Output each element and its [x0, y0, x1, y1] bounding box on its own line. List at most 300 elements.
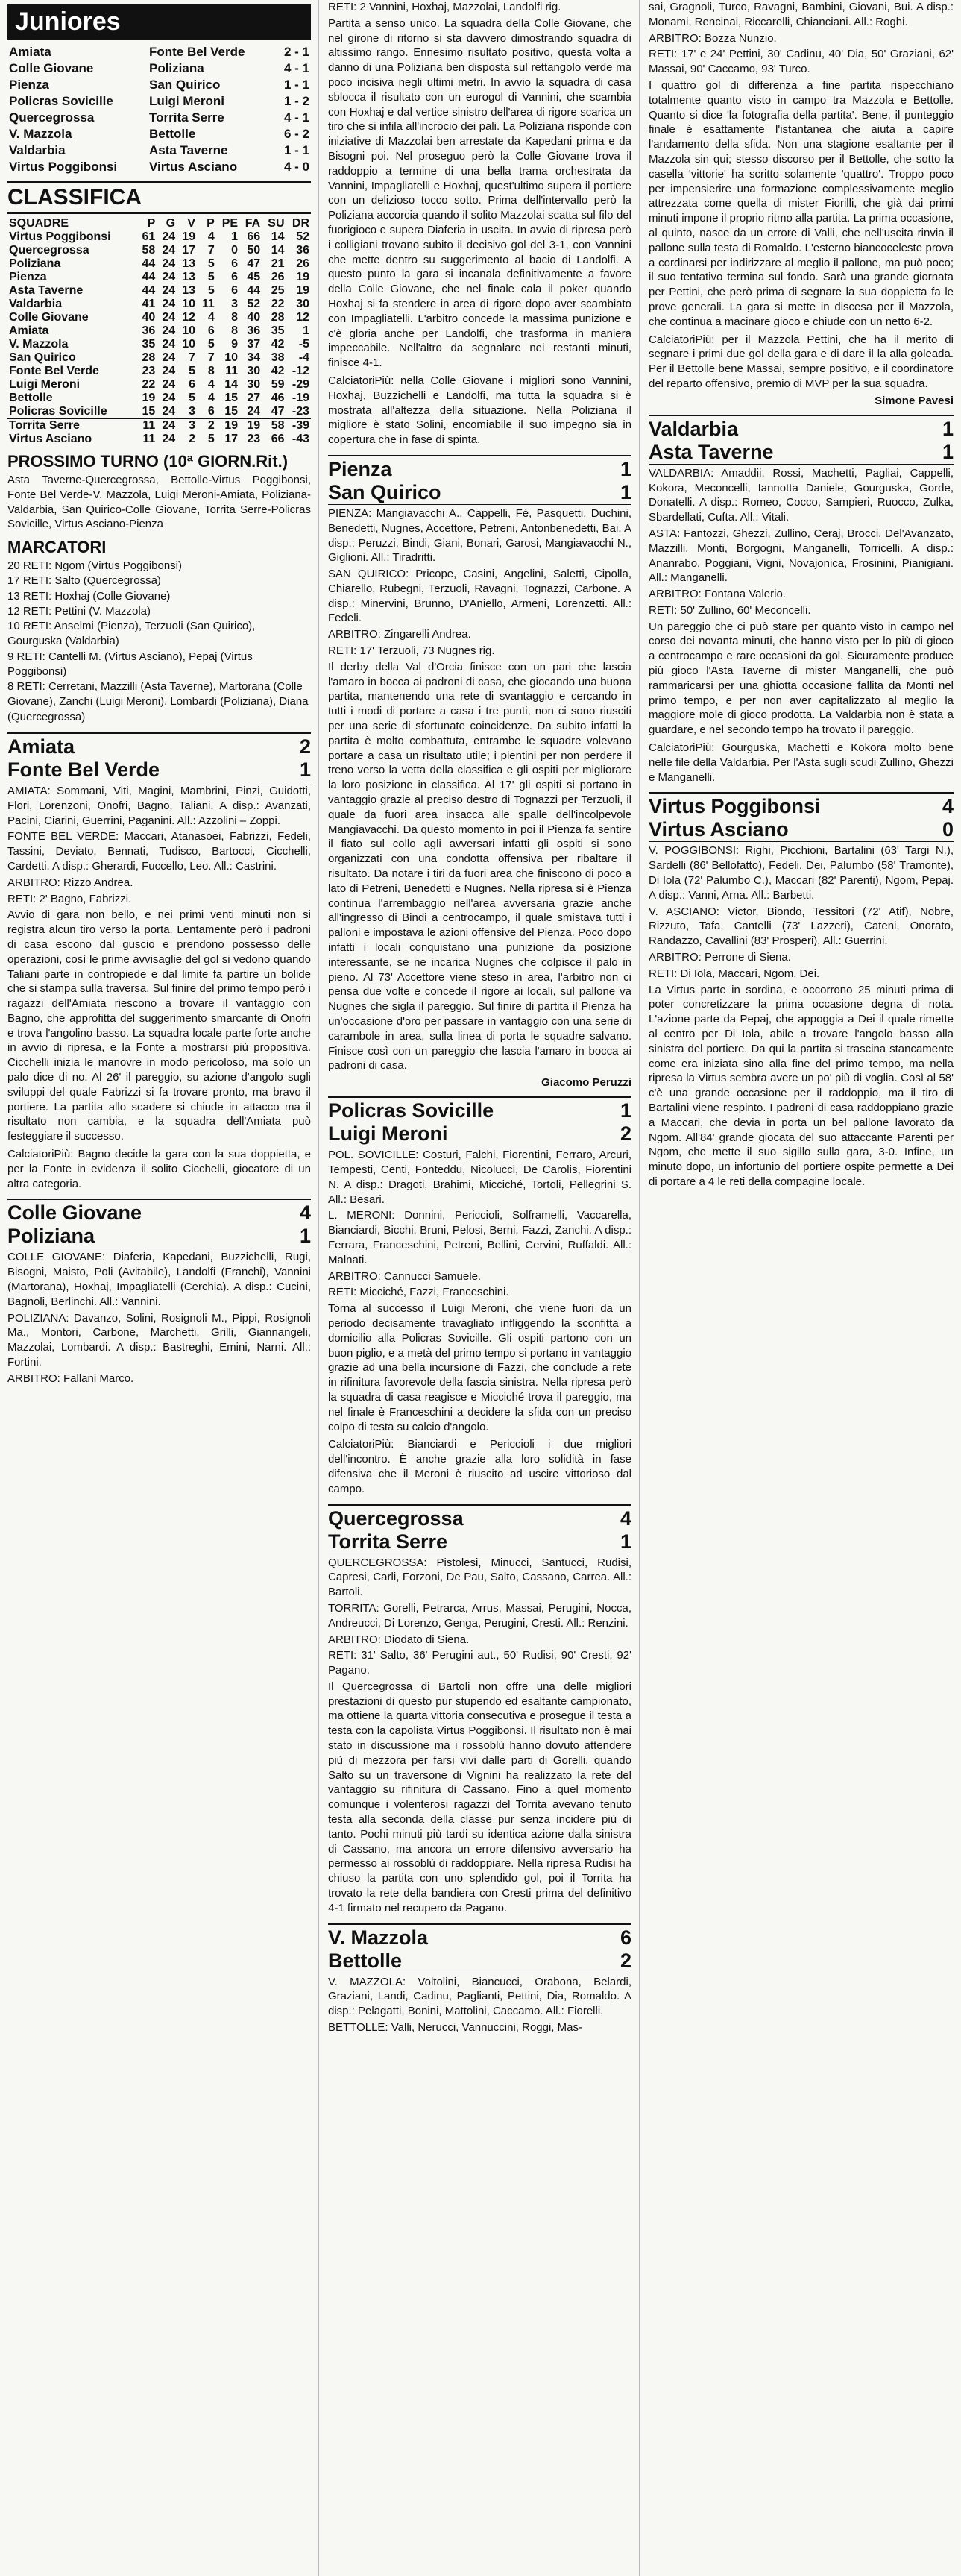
result-row	[7, 60, 311, 77]
standings-value: 10	[182, 298, 195, 310]
standings-value: 24	[162, 271, 176, 283]
result-score: 6 - 2	[283, 127, 309, 141]
standings-value: 42	[271, 365, 285, 377]
away-score: 0	[942, 818, 954, 841]
standings-value: 13	[182, 284, 195, 297]
standings-value: 14	[271, 230, 285, 243]
result-score: 4 - 1	[283, 110, 309, 125]
away-score: 1	[299, 1225, 311, 1248]
standings-header-cell: P	[147, 217, 156, 230]
home-team: Quercegrossa	[328, 1507, 464, 1530]
standings-value: 30	[296, 298, 309, 310]
match-report	[7, 732, 311, 1192]
standings-value: 24	[162, 433, 176, 445]
standings-value: 24	[162, 284, 176, 297]
standings-value: 30	[247, 365, 261, 377]
standings-team: Virtus Asciano	[9, 433, 92, 445]
home-team: V. Mazzola	[328, 1926, 429, 1949]
standings-value: 10	[182, 338, 195, 351]
result-home: Policras Sovicille	[9, 94, 113, 108]
standings-value: 26	[296, 257, 309, 270]
standings-value: 24	[162, 351, 176, 364]
home-score: 1	[942, 417, 954, 440]
lineup-text: AMIATA: Sommani, Viti, Magini, Mambrini, Pinzi, Guidotti, Flori, Lorenzoni, Onofri, Bagno, Taliani. A disp.: Avanzati, Pacini, Ciarini, Guerrini, Paganini. All.: Azzolini – Zoppi.	[7, 784, 311, 827]
result-score: 4 - 0	[283, 160, 309, 174]
standings-value: 58	[142, 244, 156, 257]
standings-value: 2	[189, 433, 195, 445]
scorer-line: 20 RETI: Ngom (Virtus Poggibonsi)	[7, 559, 182, 573]
standings-value: 26	[271, 271, 285, 283]
standings-value: 59	[271, 378, 285, 391]
standings-value: 19	[296, 284, 309, 297]
match-title-home	[649, 792, 954, 818]
lineup-text: RETI: Micciché, Fazzi, Franceschini.	[328, 1286, 509, 1299]
standings-value: 5	[189, 392, 195, 404]
standings-value: 24	[162, 365, 176, 377]
standings-value: 19	[296, 271, 309, 283]
standings-row	[7, 257, 311, 271]
standings-value: 17	[182, 244, 195, 257]
standings-value: 24	[162, 338, 176, 351]
result-away: Asta Taverne	[148, 143, 228, 157]
standings-value: 36	[296, 244, 309, 257]
result-home: V. Mazzola	[9, 127, 72, 141]
standings-team: Fonte Bel Verde	[9, 365, 99, 377]
result-score: 4 - 1	[283, 61, 309, 75]
standings-value: 24	[162, 230, 176, 243]
lineup-text: QUERCEGROSSA: Pistolesi, Minucci, Santucci, Rudisi, Capresi, Carli, Forzoni, De Pau, Salto, Cassano, Carrea. All.: Bartoli.	[328, 1556, 631, 1599]
result-away: Luigi Meroni	[148, 94, 225, 108]
match-report	[328, 455, 631, 1089]
standings-value: 52	[296, 230, 309, 243]
standings-value: 22	[271, 298, 285, 310]
standings-value: 8	[207, 365, 215, 377]
standings-value: 37	[247, 338, 261, 351]
standings-value: 24	[162, 324, 176, 337]
standings-value: 5	[207, 271, 215, 283]
report-signature: Giacomo Peruzzi	[541, 1076, 631, 1090]
match-report	[328, 1096, 631, 1496]
report-note: CalciatoriPiù: Gourguska, Machetti e Kokora molto bene nelle file della Valdarbia. Per l'Asta sugli scudi Zullino, Ghezzi e Manganelli.	[649, 741, 954, 784]
standings-header-cell: P	[207, 217, 215, 230]
standings-header-cell: PE	[221, 217, 239, 230]
match-title-home	[328, 1504, 631, 1530]
standings-value: 5	[207, 257, 215, 270]
home-score: 4	[942, 795, 954, 818]
standings-value: 44	[142, 257, 156, 270]
result-home: Valdarbia	[9, 143, 66, 157]
match-title-away	[649, 818, 954, 842]
report-note: CalciatoriPiù: Bagno decide la gara con la sua doppietta, e per la Fonte in evidenza il solito Cicchelli, giocatore di un altra categoria.	[7, 1148, 311, 1190]
standings-team: Bettolle	[9, 392, 53, 404]
standings-value: 24	[162, 311, 176, 324]
standings-value: 7	[189, 351, 195, 364]
standings-value: 28	[142, 351, 156, 364]
standings-value: 21	[271, 257, 285, 270]
standings-row	[7, 311, 311, 324]
report-body: I quattro gol di differenza a fine partita rispecchiano totalmente quanto visto in campo tra Mazzola e Bettolle. Quanto si dice 'la fotografia della partita'. Bene, il punteggio finale è esattamente l'istantanea che aiuta a capire l'andamento della sfida. Non una stagione esaltante per il Mazzola sin qui; stesso discorso per il Bettolle, che sotto la casella 'vittorie' ha scritto solamente 'quattro'. Troppo poco per impensierire una formazione complessivamente meglio attrezzata come quella di mister Fiorilli, che già dai primi minuti impone il proprio ritmo alla partita. La prima occasione, al quinto, nasce da un errore di Valli, che nell'uscita rinvia il pallone sulla testa di Romaldo. L'esterno biancoceleste prova a cordinarsi per indirizzare al meglio il pallone, ma può poco; il suo tentativo termina sul fondo. Sarà una grande giornata per Pettini, che però prima di segnare la sua doppietta fa le prove generali. La gara si mette in discesa per il Mazzola, che continua a macinare gioco e chiude con un netto 6-2.	[649, 78, 954, 328]
match-title-away	[328, 1530, 631, 1554]
standings-header-cell: SU	[268, 217, 285, 230]
result-row	[7, 126, 311, 142]
home-score: 4	[620, 1507, 631, 1530]
home-score: 1	[620, 457, 631, 480]
report-note: CalciatoriPiù: Bianciardi e Periccioli i due migliori dell'incontro. È anche grazie alla loro solidità in fase difensiva che il Meroni è riuscito ad uscire vittorioso dal campo.	[328, 1438, 631, 1495]
result-score: 1 - 1	[283, 78, 309, 92]
scorers-list	[7, 559, 311, 725]
lineup-text: PIENZA: Mangiavacchi A., Cappelli, Fè, Pasquetti, Duchini, Benedetti, Nugnes, Accettore, Petreni, Antonbenedetti, Bai. A disp.: Peruzzi, Bindi, Giani, Bonari, Garosi, Mangiavacchi N., Giglioni. All.: Tiradritti.	[328, 506, 631, 565]
standings-value: 36	[247, 324, 261, 337]
lineup-text: RETI: 2' Bagno, Fabrizzi.	[7, 892, 132, 905]
standings-team: Pienza	[9, 271, 47, 283]
match-title-away	[7, 758, 311, 782]
standings-row	[7, 378, 311, 392]
away-score: 1	[620, 1530, 631, 1553]
scorer-line: 8 RETI: Cerretani, Mazzilli (Asta Taverne), Martorana (Colle Giovane), Zanchi (Luigi Meroni), Lombardi (Poliziana), Diana (Quercegrossa)	[7, 680, 309, 723]
standings-value: 4	[207, 230, 215, 243]
standings-team: Quercegrossa	[9, 244, 89, 257]
away-team: Luigi Meroni	[328, 1122, 448, 1146]
match-reports-col3	[649, 0, 954, 1190]
match-report	[649, 792, 954, 1189]
lineup-text: RETI: 2 Vannini, Hoxhaj, Mazzolai, Landolfi rig.	[328, 1, 561, 13]
standings-value: 14	[224, 378, 239, 391]
away-score: 2	[620, 1949, 631, 1972]
standings-value: 15	[224, 392, 239, 404]
standings-value: 66	[247, 230, 261, 243]
standings-value: 15	[216, 405, 239, 419]
lineup-text: RETI: 50' Zullino, 60' Meconcelli.	[649, 603, 811, 617]
standings-value: 12	[182, 311, 195, 324]
lineup-text: ARBITRO: Fallani Marco.	[7, 1372, 134, 1385]
standings-team: Poliziana	[9, 257, 61, 270]
lineup-text: RETI: 31' Salto, 36' Perugini aut., 50' Rudisi, 90' Cresti, 92' Pagano.	[328, 1649, 631, 1677]
standings-header-cell: FA	[245, 217, 261, 230]
lineup-text: ARBITRO: Cannucci Samuele.	[328, 1269, 482, 1283]
standings-value: 0	[231, 244, 239, 257]
lineup-text: POLIZIANA: Davanzo, Solini, Rosignoli M., Pippi, Rosignoli Ma., Montori, Carbone, Marchetti, Grilli, Giannangeli, Mazzolai, Lombardi. A disp.: Bastreghi, Emini, Narni. All.: Fortini.	[7, 1311, 311, 1369]
standings-row	[7, 230, 311, 244]
lineup-text: BETTOLLE: Valli, Nerucci, Vannuccini, Roggi, Mas-	[328, 2021, 582, 2035]
lineup-text: ARBITRO: Diodato di Siena.	[328, 1633, 470, 1646]
lineup-text: RETI: 17' Terzuoli, 73 Nugnes rig.	[328, 644, 495, 658]
standings-row	[7, 271, 311, 284]
standings-value: 3	[189, 419, 195, 432]
standings-value: 19	[247, 419, 261, 432]
standings-value: 4	[207, 392, 215, 404]
next-round-title: PROSSIMO TURNO (10ª GIORN.Rit.)	[7, 452, 289, 471]
lineup-text: V. ASCIANO: Victor, Biondo, Tessitori (72' Atif), Nobre, Rizzuto, Tafa, Cantelli (73' Lazzeri), Cateni, Onorato, Randazzo, Cavallini (83' Prosperi). All.: Guerrini.	[649, 905, 954, 948]
standings-header-cell: V	[187, 217, 195, 230]
standings-row	[7, 419, 311, 433]
standings-value: 4	[207, 378, 215, 391]
lineup-text: ASTA: Fantozzi, Ghezzi, Zullino, Ceraj, Brocci, Del'Avanzato, Mazzilli, Monti, Borgogni, Manganelli, Torricelli. A disp.: Ananrabo, Poggiani, Vigni, Novajonica, Frosinini, Pianigiani. All.: Manganelli.	[649, 527, 954, 585]
match-report	[649, 415, 954, 785]
result-score: 2 - 1	[283, 45, 309, 59]
home-team: Valdarbia	[649, 417, 739, 440]
match-title-away	[328, 1950, 631, 1973]
standings-header-cell: G	[166, 217, 176, 230]
match-reports-col1	[7, 732, 311, 1386]
lineup-text: L. MERONI: Donnini, Periccioli, Solframelli, Vaccarella, Bianciardi, Bicchi, Bruni, Pelosi, Berni, Fazzi, Zanchi. A disp.: Ferrara, Franceschini, Petreni, Bellini, Cervini, Ruffaldi. All.: Malnati.	[328, 1209, 631, 1266]
result-away: Virtus Asciano	[148, 160, 238, 174]
standings-row	[7, 433, 311, 446]
match-report	[328, 1504, 631, 1916]
result-row	[7, 142, 311, 159]
standings-value: 24	[162, 298, 176, 310]
standings-team: Torrita Serre	[9, 419, 80, 432]
standings-value: 15	[136, 405, 157, 419]
standings-row	[7, 405, 311, 419]
match-title-home	[328, 455, 631, 481]
standings-value: 4	[207, 311, 215, 324]
standings-value: 6	[197, 405, 216, 419]
standings-value: 6	[231, 284, 239, 297]
result-away: San Quirico	[148, 78, 221, 92]
home-score: 1	[620, 1099, 631, 1122]
match-report	[328, 0, 631, 447]
home-score: 4	[299, 1201, 311, 1225]
standings-row	[7, 284, 311, 298]
standings-value: 24	[162, 392, 176, 404]
standings-value: 8	[231, 324, 239, 337]
standings-value: 11	[142, 433, 156, 445]
standings-value: 22	[142, 378, 156, 391]
standings-value: 17	[224, 433, 239, 445]
away-team: Asta Taverne	[649, 440, 774, 463]
column-2	[321, 0, 640, 2576]
standings-value: 47	[247, 257, 261, 270]
match-report	[649, 0, 954, 407]
standings-row	[7, 351, 311, 365]
standings-value: 30	[247, 378, 261, 391]
standings-value: -4	[298, 351, 309, 364]
scorer-line: 9 RETI: Cantelli M. (Virtus Asciano), Pepaj (Virtus Poggibonsi)	[7, 650, 253, 678]
standings-value: 41	[142, 298, 156, 310]
match-title-away	[328, 1122, 631, 1146]
column-3	[641, 0, 961, 2576]
report-body: Il Quercegrossa di Bartoli non offre una delle migliori prestazioni di questo pur stupendo ed esaltante campionato, ma ottiene la quarta vittoria consecutiva e prosegue il testa a testa con la capolista Virtus Poggibonsi. Il risultato non è mai stato in discussione ma i rossoblù hanno dovuto attendere più di mezzora per farsi vivi dalle parti di Gorelli, quando Salto su un traversone di Vignini ha realizzato la rete del vantaggio su rifinitura di Cassano. Fino a quel momento comunque i volenterosi ragazzi del Torrita avevano tenuto testa alla seconda della classe pur senza incidere più di tanto. Pochi minuti più tardi su identica azione dalla sinistra di Cassano, ma ancora un errore difensivo avversario ha permesso ai rossoblù di raddoppiare. Nella ripresa Rudisi ha chiuso la partita con uno splendido gol, poi il Torrita ha trovato la rete della bandiera con Cresti prima del definitivo 4-1 firmato nel recupero da Pagano.	[328, 1680, 631, 1914]
standings-value: 44	[142, 271, 156, 283]
standings-value: 5	[207, 338, 215, 351]
result-row	[7, 93, 311, 110]
standings-table	[7, 217, 311, 446]
standings-value: 28	[271, 311, 285, 324]
result-home: Quercegrossa	[9, 110, 95, 125]
standings-team: Colle Giovane	[9, 311, 89, 324]
standings-value: 10	[182, 324, 195, 337]
standings-value: 3	[231, 298, 239, 310]
report-note: CalciatoriPiù: per il Mazzola Pettini, che ha il merito di segnare i primi due gol della gara e di dare il la alla goleada. Per il Bettolle bene Massai, sempre positivo, e il coordinatore del reparto offensivo, premio di MVP per la sua squadra.	[649, 333, 954, 390]
standings-value: -12	[292, 365, 309, 377]
standings-value: 52	[247, 298, 261, 310]
standings-value: 7	[207, 351, 215, 364]
result-home: Pienza	[9, 78, 49, 92]
standings-value: 5	[207, 284, 215, 297]
report-body: Torna al successo il Luigi Meroni, che viene fuori da un periodo decisamente travagliato infliggendo la sconfitta a domicilio alla Policras Sovicille. Gli ospiti partono con un buon piglio, e a metà del primo tempo si portano in vantaggio grazie ad una bella incursione di Fazzi, che conclude a rete in rifinitura favorevole della fascia sinistra. Nella ripresa però la squadra di casa reagisce e Micciché trova il pareggio, ma nel finale è Franceschini a decidere la sfida con un preciso colpo di testa su calcio d'angolo.	[328, 1302, 631, 1433]
standings-value: 10	[224, 351, 239, 364]
standings-value: 24	[162, 257, 176, 270]
standings-value: 19	[182, 230, 195, 243]
standings-value: 50	[247, 244, 261, 257]
match-title-away	[328, 481, 631, 505]
standings-team: San Quirico	[9, 351, 76, 364]
away-score: 1	[299, 758, 311, 781]
lineup-text: V. POGGIBONSI: Righi, Picchioni, Bartalini (63' Targi N.), Sardelli (86' Bellofatto), Fedeli, Dei, Palumbo (58' Tramonte), Di Iola (72' Palumbo C.), Maccari (82' Parenti), Ngom, Pepaj. A disp.: Vanni, Arna. All.: Barbetti.	[649, 844, 954, 902]
match-title-home	[7, 732, 311, 758]
lineup-text: ARBITRO: Zingarelli Andrea.	[328, 628, 471, 641]
standings-header-row	[7, 217, 311, 230]
lineup-text: COLLE GIOVANE: Diaferia, Kapedani, Buzzichelli, Rugi, Bisogni, Maisto, Poli (Avitabile), Landolfi (Franchi), Vannini (Martorana), Hoxhaj, Impagliatelli (Cerchia). A disp.: Cucini, Bagnoli, Berlinchi. All.: Vannini.	[7, 1251, 311, 1308]
standings-value: 13	[182, 257, 195, 270]
standings-value: 24	[239, 405, 262, 419]
standings-value: 1	[231, 230, 239, 243]
standings-value: 61	[142, 230, 156, 243]
result-row	[7, 44, 311, 60]
standings-value: 24	[157, 405, 177, 419]
match-title-home	[7, 1199, 311, 1225]
away-team: San Quirico	[328, 480, 441, 503]
standings-value: 24	[162, 244, 176, 257]
standings-value: 5	[189, 365, 195, 377]
standings-team: Valdarbia	[9, 298, 63, 310]
standings-header-cell: DR	[292, 217, 309, 230]
standings-value: 40	[247, 311, 261, 324]
standings-value: 11	[142, 419, 156, 432]
away-team: Bettolle	[328, 1949, 403, 1972]
standings-value: -29	[292, 378, 309, 391]
away-score: 1	[942, 440, 954, 463]
standings-value: 45	[247, 271, 261, 283]
match-reports-col2	[328, 0, 631, 2035]
standings-value: 11	[201, 298, 215, 310]
standings-value: 58	[271, 419, 285, 432]
lineup-text: sai, Gragnoli, Turco, Ravagni, Bambini, Giovani, Bui. A disp.: Monami, Rencinai, Riccarelli, Chianciani. All.: Roghi.	[649, 1, 954, 28]
home-team: Policras Sovicille	[328, 1099, 494, 1122]
standings-value: 6	[189, 378, 195, 391]
scorer-line: 17 RETI: Salto (Quercegrossa)	[7, 574, 161, 588]
home-team: Virtus Poggibonsi	[649, 795, 821, 818]
standings-value: 34	[247, 351, 261, 364]
result-away: Bettolle	[148, 127, 196, 141]
report-body: Un pareggio che ci può stare per quanto visto in campo nel corso dei novanta minuti, che hanno visto per lo più di gioco a centrocampo e rare occasioni da gol. Sicuramente produce più gioco l'Asta Taverne di mister Manganelli, che può rammaricarsi per una ghiotta occasione fallita da Monti nel primo tempo, e per non aver capitalizzato al meglio la maggiore mole di gioco prodotta. La Valdarbia non è stata a guardare, e nel secondo tempo ha trovato il pareggio.	[649, 620, 954, 737]
standings-row	[7, 298, 311, 311]
lineup-text: ARBITRO: Bozza Nunzio.	[649, 31, 777, 45]
scorers-title: MARCATORI	[7, 538, 107, 557]
home-team: Pienza	[328, 457, 392, 480]
standings-value: -19	[292, 392, 309, 404]
lineup-text: TORRITA: Gorelli, Petrarca, Arrus, Massai, Perugini, Nocca, Andreucci, Di Lorenzo, Genga, Perugini, Cresti. All.: Renzini.	[328, 1601, 631, 1630]
results-table	[7, 44, 311, 175]
section-banner: Juniores	[7, 4, 311, 40]
match-title-away	[649, 441, 954, 465]
standings-value: 23	[247, 433, 261, 445]
standings-value: 44	[142, 284, 156, 297]
standings-value: 66	[271, 433, 285, 445]
home-score: 2	[299, 735, 311, 758]
standings-team: Luigi Meroni	[9, 378, 81, 391]
lineup-text: POL. SOVICILLE: Costuri, Falchi, Fiorentini, Ferraro, Arcuri, Tempesti, Centi, Fonteddu, Nicolucci, De Carolis, Fiorentini N. A disp.: Dragoti, Brahimi, Micciché, Tortoli, Pellegrini S. All.: Besari.	[328, 1149, 631, 1206]
result-row	[7, 110, 311, 126]
report-signature: Simone Pavesi	[875, 394, 954, 407]
standings-value: 3	[177, 405, 197, 419]
standings-value: 6	[231, 257, 239, 270]
standings-value: 36	[142, 324, 156, 337]
standings-value: 42	[271, 338, 285, 351]
standings-team: Amiata	[9, 324, 49, 337]
standings-value: -23	[286, 405, 311, 419]
standings-value: 6	[231, 271, 239, 283]
standings-value: 35	[271, 324, 285, 337]
lineup-text: ARBITRO: Fontana Valerio.	[649, 588, 786, 601]
report-body: Avvio di gara non bello, e nei primi venti minuti non si registra alcun tiro verso la porta. Lentamente però i padroni di casa escono dal guscio e prendono possesso delle operazioni, così le prime avvisaglie del gol si vedono quando Taliani parte in contropiede e dal limite fa partire un bolide che si stampa sulla traversa. Sul finire del primo tempo però i ragazzi dell'Amiata riescono a trovare il vantaggio con Bagno, che approfitta del suggerimento smarcante di Onofri e trova l'angolino basso. La squadra locale parte forte anche in avvio di ripresa, e la Fonte a mostrarsi più propositiva. Cicchelli inizia le manovre in modo pericoloso, ma solo un palo dice di no. Al 26' il pareggio, su azione d'angolo sugli sviluppi del quale Fabrizzi si fa trovare pronto, ma bravo il portiere. La partita allo scadere si chiude in attacco ma il risultato non cambia, e la squadra dell'Amiata può festeggiare il successo.	[7, 908, 311, 1143]
result-away: Torrita Serre	[148, 110, 224, 125]
standings-value: 38	[271, 351, 285, 364]
standings-value: 14	[271, 244, 285, 257]
column-1	[0, 0, 319, 2576]
standings-value: -39	[292, 419, 309, 432]
standings-row	[7, 244, 311, 257]
lineup-text: RETI: Di Iola, Maccari, Ngom, Dei.	[649, 967, 820, 980]
standings-row	[7, 392, 311, 405]
standings-value: -5	[298, 338, 309, 351]
standings-row	[7, 324, 311, 338]
home-team: Amiata	[7, 735, 75, 758]
lineup-text: SAN QUIRICO: Pricope, Casini, Angelini, Saletti, Cipolla, Chiarello, Rubegni, Terzuoli, Ravagni, Tognazzi, Carbone. A disp.: Minervini, Brunno, D'Aniello, Armeni, Lorenzetti. All.: Fedeli.	[328, 568, 631, 625]
standings-value: 11	[225, 365, 239, 377]
result-score: 1 - 1	[283, 143, 309, 157]
lineup-text: VALDARBIA: Amaddii, Rossi, Machetti, Pagliai, Cappelli, Kokora, Meconcelli, Iannotta Daniele, Gourguska, Gorde, Donatelli. A disp.: Romeo, Cocco, Sampieri, Ruocco, Zulka, Sbardellati, Cufta. All.: Vitali.	[649, 466, 954, 524]
standings-value: 44	[247, 284, 261, 297]
standings-value: 13	[182, 271, 195, 283]
standings-value: 7	[207, 244, 215, 257]
standings-value: 23	[142, 365, 156, 377]
standings-value: 24	[162, 378, 176, 391]
away-score: 2	[620, 1122, 631, 1146]
result-away: Fonte Bel Verde	[148, 45, 245, 59]
lineup-text: RETI: 17' e 24' Pettini, 30' Cadinu, 40' Dia, 50' Graziani, 62' Massai, 90' Caccamo, 93' Turco.	[649, 48, 954, 76]
match-report	[328, 1923, 631, 2035]
match-title-home	[649, 415, 954, 441]
standings-value: -43	[292, 433, 309, 445]
standings-team: Virtus Poggibonsi	[9, 230, 111, 243]
lineup-text: ARBITRO: Rizzo Andrea.	[7, 876, 133, 889]
standings-value: 8	[231, 311, 239, 324]
standings-team: V. Mazzola	[9, 338, 69, 351]
standings-value: 1	[303, 324, 309, 337]
result-score: 1 - 2	[283, 94, 309, 108]
result-home: Colle Giovane	[9, 61, 94, 75]
standings-value: 19	[142, 392, 156, 404]
standings-value: 12	[296, 311, 309, 324]
standings-value: 24	[162, 419, 176, 432]
standings-value: 9	[231, 338, 239, 351]
standings-value: 25	[271, 284, 285, 297]
scorer-line: 10 RETI: Anselmi (Pienza), Terzuoli (San Quirico), Gourguska (Valdarbia)	[7, 620, 256, 648]
result-row	[7, 77, 311, 93]
away-team: Virtus Asciano	[649, 818, 789, 841]
away-team: Fonte Bel Verde	[7, 758, 160, 781]
result-home: Virtus Poggibonsi	[9, 160, 118, 174]
away-team: Torrita Serre	[328, 1530, 448, 1553]
match-title-away	[7, 1225, 311, 1248]
standings-value: 2	[207, 419, 215, 432]
lineup-text: FONTE BEL VERDE: Maccari, Atanasoei, Fabrizzi, Fedeli, Tassini, Deviato, Bennati, Tudisco, Bartocci, Cicchelli, Cardetti. A disp.: Gherardi, Fuccello, Leo. All.: Castrini.	[7, 830, 311, 873]
result-home: Amiata	[9, 45, 51, 59]
standings-value: 40	[142, 311, 156, 324]
lineup-text: ARBITRO: Perrone di Siena.	[649, 951, 791, 964]
report-note: CalciatoriPiù: nella Colle Giovane i migliori sono Vannini, Hoxhaj, Buzzichelli e Landolfi, ma tutta la squadra si è mostrata all'altezza della situazione. Nella Poliziana il migliore è stato Solini, encomiabile il suo impegno sia in copertura che in fase di spinta.	[328, 374, 631, 447]
